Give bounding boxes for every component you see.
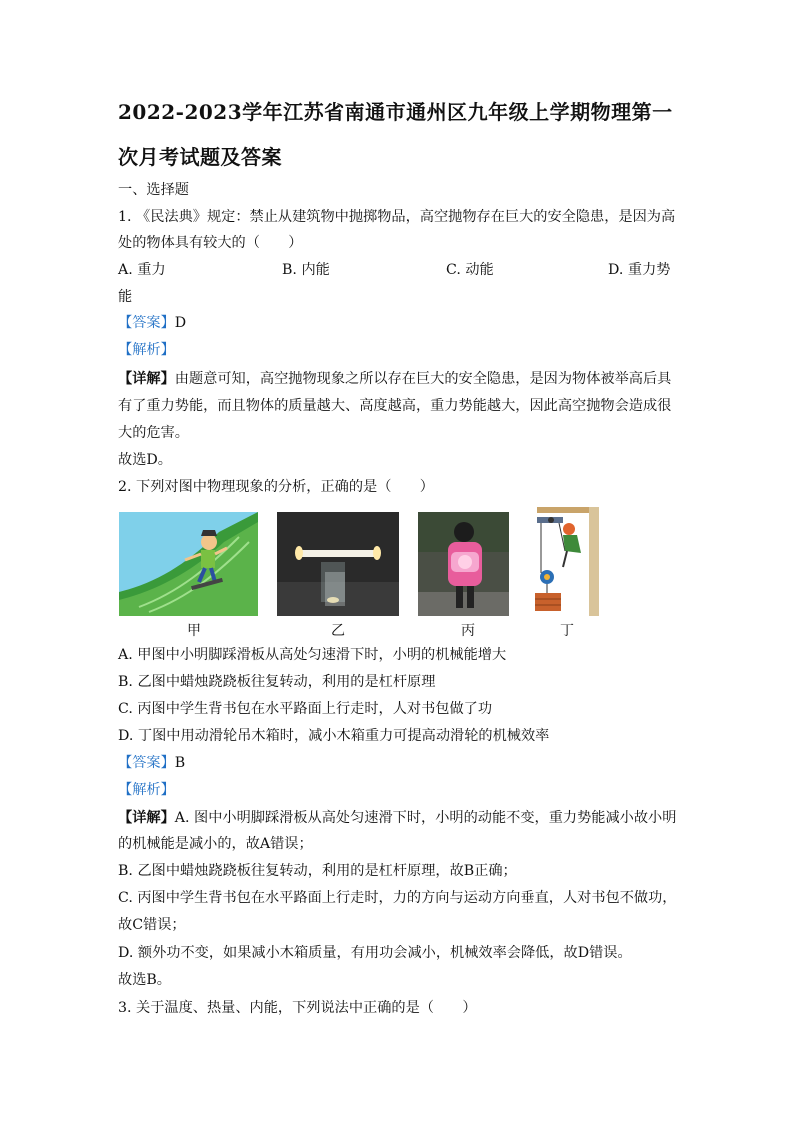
detail-tag: 【详解】	[118, 810, 175, 826]
q1-conclusion: 故选D。	[118, 452, 172, 468]
detail-tag: 【详解】	[118, 371, 175, 387]
q2-detail-line-2: 的机械能是减小的，故A错误；	[118, 836, 313, 852]
q1-option-d-continued: 能	[118, 289, 133, 305]
q2-answer-value: B	[174, 755, 186, 771]
q2-answer	[118, 753, 185, 773]
q2-detail-line-5: 故C错误；	[118, 917, 186, 933]
q1-option-d: D. 重力势	[608, 262, 671, 278]
figure-jia-skateboarder	[119, 512, 258, 616]
document-title-line-2: 次月考试题及答案	[118, 145, 282, 169]
section-heading: 一、选择题	[118, 182, 189, 198]
q3-text: 3. 关于温度、热量、内能，下列说法中正确的是（ ）	[118, 1000, 477, 1016]
q2-option-d: D. 丁图中用动滑轮吊木箱时，减小木箱重力可提高动滑轮的机械效率	[118, 728, 550, 744]
q1-detail-line-2: 有了重力势能，而且物体的质量越大、高度越高，重力势能越大，因此高空抛物会造成很	[118, 398, 672, 414]
q1-analysis-tag	[118, 340, 175, 360]
figure-caption-yi: 乙	[331, 623, 345, 639]
answer-tag: 【答案】	[118, 755, 175, 771]
q1-detail-line-1	[118, 369, 671, 389]
figure-bing-student-backpack	[418, 512, 509, 616]
q2-detail-line-6: D. 额外功不变，如果减小木箱质量，有用功会减小，机械效率会降低，故D错误。	[118, 945, 632, 961]
analysis-tag: 【解析】	[118, 342, 175, 358]
q1-text-line-2: 处的物体具有较大的（ ）	[118, 235, 303, 251]
q2-option-c: C. 丙图中学生背书包在水平路面上行走时，人对书包做了功	[118, 701, 493, 717]
q2-detail-text-1: A. 图中小明脚踩滑板从高处匀速滑下时，小明的动能不变，重力势能减小故小明	[174, 810, 677, 826]
q2-option-a: A. 甲图中小明脚踩滑板从高处匀速滑下时，小明的机械能增大	[118, 647, 507, 663]
q2-analysis-tag	[118, 780, 175, 800]
q1-detail-text-1: 由题意可知，高空抛物现象之所以存在巨大的安全隐患，是因为物体被举高后具	[174, 371, 672, 387]
q1-answer	[118, 313, 186, 333]
q1-option-a: A. 重力	[118, 262, 166, 278]
figure-ding-pulley	[529, 507, 599, 616]
figure-caption-ding: 丁	[560, 623, 574, 639]
q1-text-line-1: 1. 《民法典》规定：禁止从建筑物中抛掷物品，高空抛物存在巨大的安全隐患，是因为高	[118, 209, 676, 225]
q2-detail-line-3: B. 乙图中蜡烛跷跷板往复转动，利用的是杠杆原理，故B正确；	[118, 863, 517, 879]
q1-option-b: B. 内能	[282, 262, 330, 278]
analysis-tag: 【解析】	[118, 782, 175, 798]
q1-detail-line-3: 大的危害。	[118, 425, 189, 441]
q2-detail-line-1	[118, 808, 676, 828]
figure-caption-bing: 丙	[461, 623, 475, 639]
document-title-line-1: 2022-2023学年江苏省南通市通州区九年级上学期物理第一	[118, 100, 673, 124]
q2-detail-line-4: C. 丙图中学生背书包在水平路面上行走时，力的方向与运动方向垂直，人对书包不做功，	[118, 890, 677, 906]
figure-yi-candle-seesaw	[277, 512, 399, 616]
q2-option-b: B. 乙图中蜡烛跷跷板往复转动，利用的是杠杆原理	[118, 674, 436, 690]
q1-option-c: C. 动能	[446, 262, 494, 278]
answer-tag: 【答案】	[118, 315, 175, 331]
q2-text: 2. 下列对图中物理现象的分析，正确的是（ ）	[118, 479, 434, 495]
figure-caption-jia: 甲	[187, 623, 201, 639]
q1-answer-value: D	[174, 315, 187, 331]
q2-conclusion: 故选B。	[118, 972, 171, 988]
